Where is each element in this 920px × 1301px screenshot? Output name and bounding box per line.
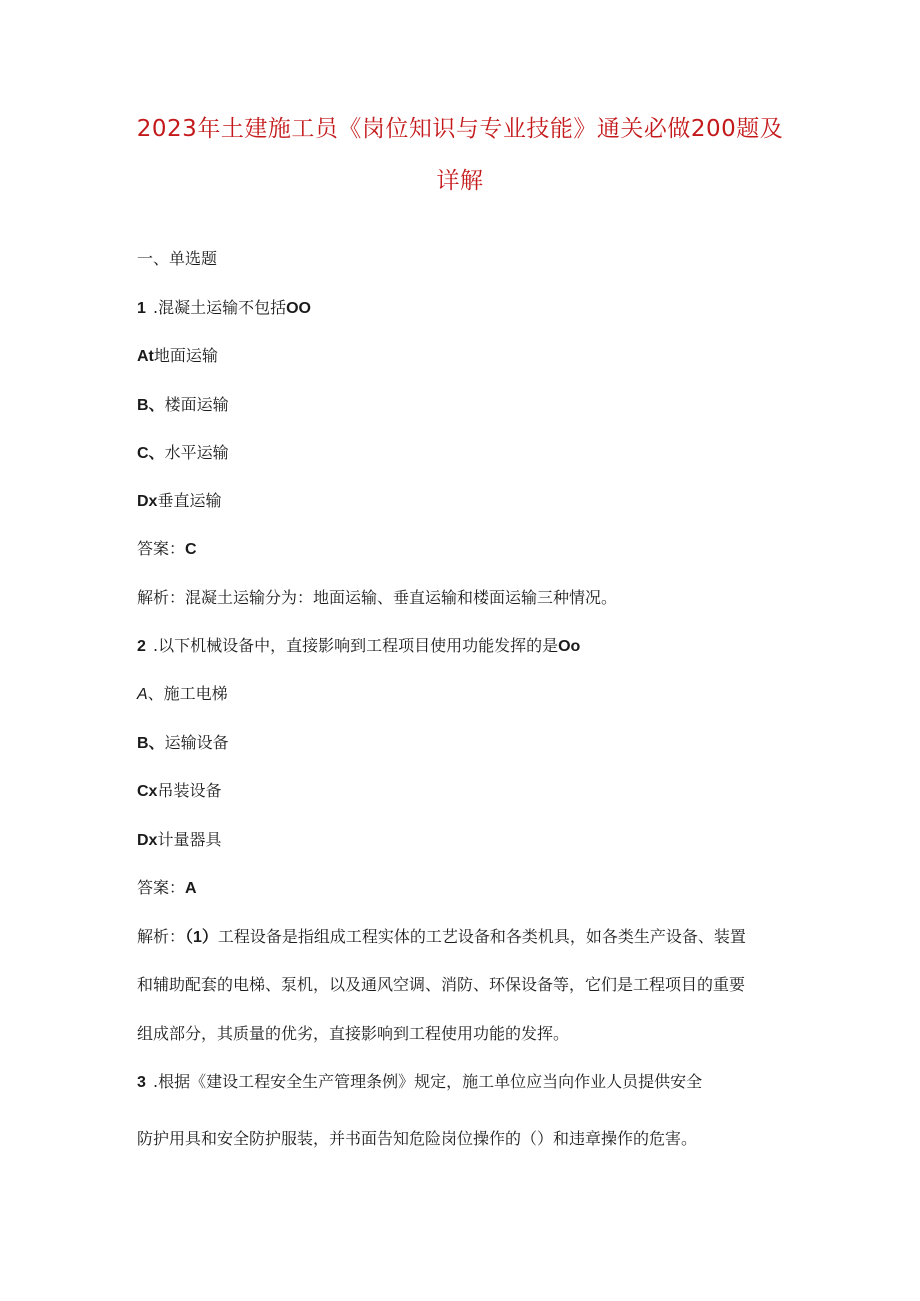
option-text: 吊装设备: [157, 781, 222, 800]
question-2-analysis-line-2: 和辅助配套的电梯、泵机，以及通风空调、消防、环保设备等，它们是工程项目的重要: [137, 975, 746, 994]
question-2-analysis-line-1: [137, 929, 746, 946]
question-1-option-c: [137, 445, 229, 462]
question-1-option-a: [137, 348, 218, 365]
option-text: 计量器具: [157, 830, 222, 849]
question-3-stem-line-1: [137, 1074, 702, 1091]
answer-value: A: [185, 880, 197, 897]
answer-value: C: [185, 541, 197, 558]
option-letter: C、: [137, 445, 165, 462]
option-text: 地面运输: [153, 346, 218, 365]
option-letter: B、: [137, 397, 165, 414]
analysis-number: （1）: [185, 929, 218, 946]
question-2-analysis-line-3: 组成部分，其质量的优劣，直接影响到工程使用功能的发挥。: [137, 1024, 570, 1043]
document-title-line-2: 详解: [436, 168, 484, 194]
question-1-option-b: [137, 397, 229, 414]
question-1-stem: [137, 300, 311, 317]
answer-label: 答案：: [137, 878, 186, 897]
question-1-answer: [137, 541, 197, 558]
question-number: 1: [137, 300, 146, 317]
question-2-option-c: [137, 783, 221, 800]
option-letter: Dx: [137, 832, 158, 849]
question-text: .以下机械设备中，直接影响到工程项目使用功能发挥的是: [153, 636, 559, 655]
option-text: 楼面运输: [164, 395, 229, 414]
question-number: 2: [137, 638, 146, 655]
question-2-answer: [137, 880, 197, 897]
question-2-stem: [137, 638, 580, 655]
option-letter: At: [137, 348, 154, 365]
option-text: 、施工电梯: [147, 684, 228, 703]
question-1-analysis: 解析：混凝土运输分为：地面运输、垂直运输和楼面运输三种情况。: [137, 588, 618, 607]
question-3-stem-line-2: 防护用具和安全防护服装，并书面告知危险岗位操作的（）和违章操作的危害。: [137, 1129, 698, 1148]
analysis-label: 解析：: [137, 927, 186, 946]
option-letter: Dx: [137, 493, 158, 510]
question-2-option-b: [137, 735, 229, 752]
question-text: .根据《建设工程安全生产管理条例》规定，施工单位应当向作业人员提供安全: [153, 1072, 703, 1091]
question-blank: OO: [286, 300, 311, 317]
question-text: .混凝土运输不包括: [153, 298, 287, 317]
option-letter: A: [137, 686, 148, 703]
document-title-line-1: 2023年土建施工员《岗位知识与专业技能》通关必做200题及: [136, 116, 784, 142]
answer-label: 答案：: [137, 539, 186, 558]
question-2-option-a: [137, 686, 228, 703]
analysis-text: 工程设备是指组成工程实体的工艺设备和各类机具，如各类生产设备、装置: [217, 927, 746, 946]
question-number: 3: [137, 1074, 146, 1091]
option-letter: B、: [137, 735, 165, 752]
option-text: 运输设备: [164, 733, 229, 752]
section-heading: 一、单选题: [137, 249, 218, 268]
question-1-option-d: [137, 493, 221, 510]
option-letter: Cx: [137, 783, 158, 800]
option-text: 水平运输: [164, 443, 229, 462]
option-text: 垂直运输: [157, 491, 222, 510]
question-blank: Oo: [558, 638, 581, 655]
question-2-option-d: [137, 832, 221, 849]
